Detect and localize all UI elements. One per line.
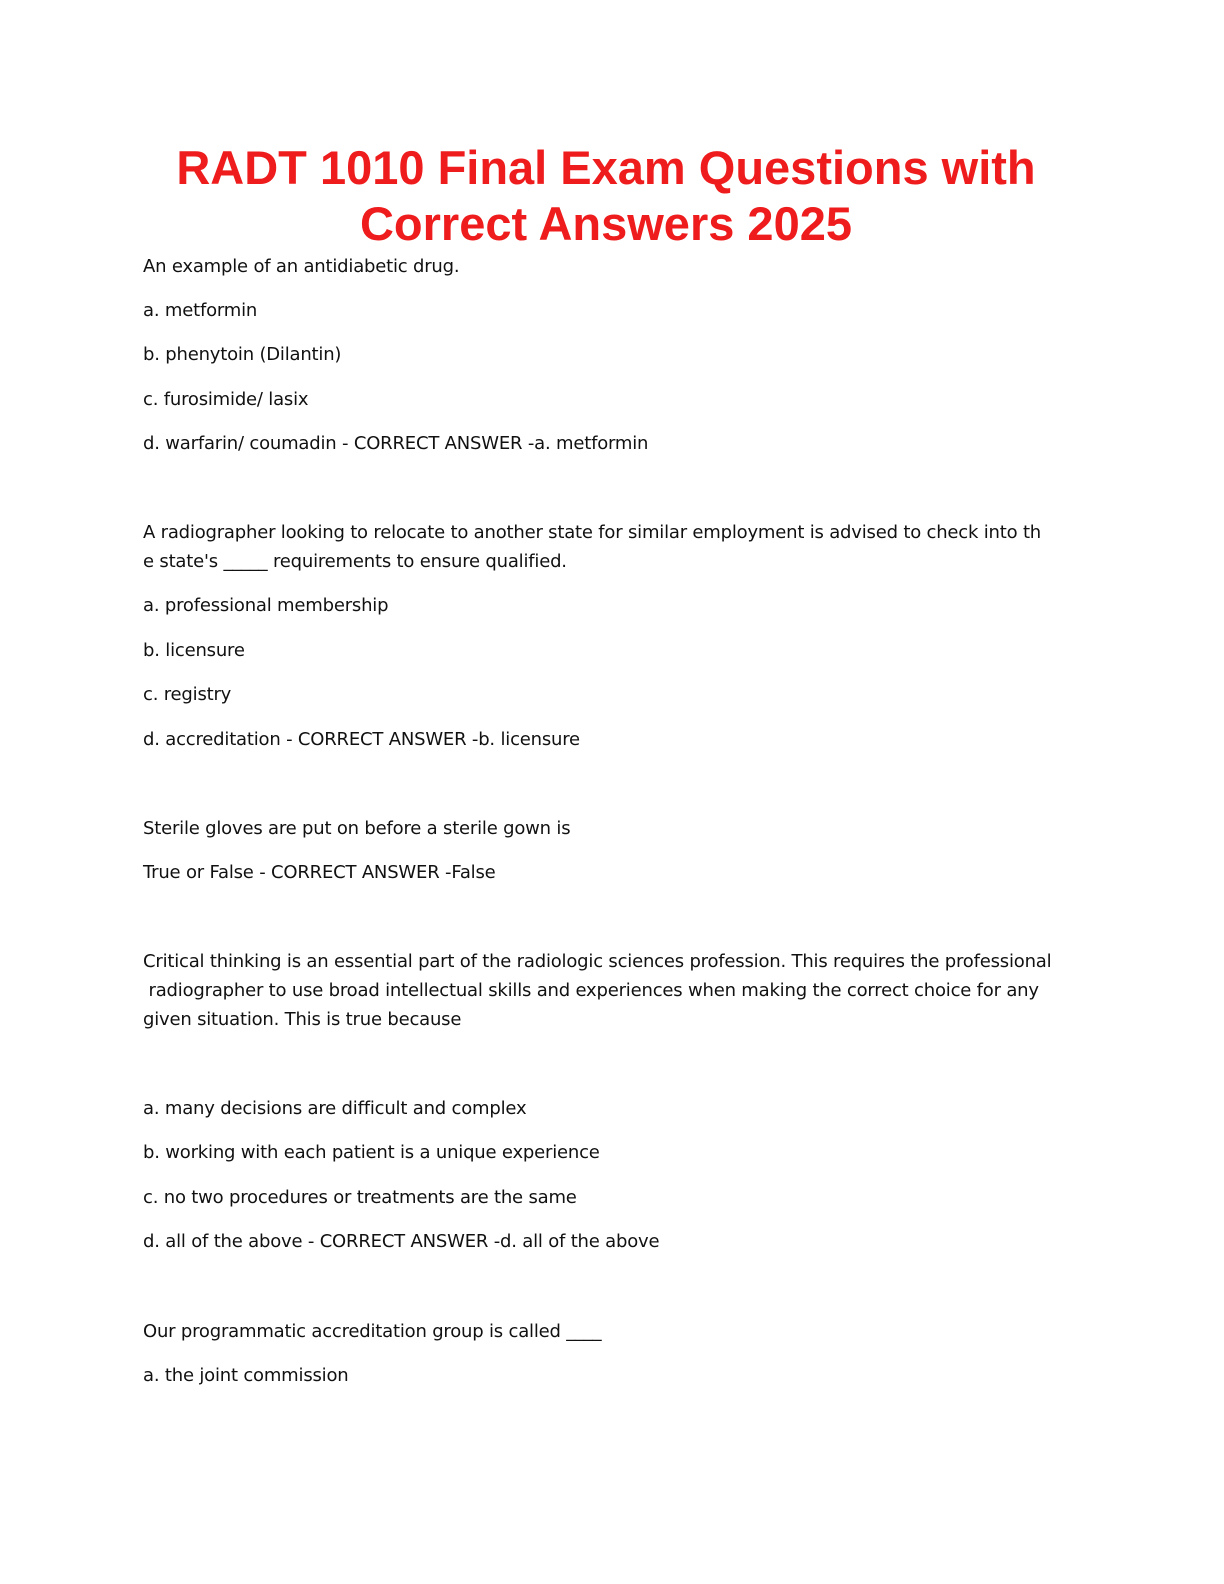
question-4-option-c: c. no two procedures or treatments are the same bbox=[143, 1187, 577, 1208]
question-1-option-b: b. phenytoin (Dilantin) bbox=[143, 344, 342, 365]
title-line-2: Correct Answers 2025 bbox=[359, 197, 852, 250]
question-4-prompt-line-3: given situation. This is true because bbox=[143, 1009, 462, 1030]
question-5-option-a: a. the joint commission bbox=[143, 1365, 349, 1386]
question-3-prompt: Sterile gloves are put on before a sterile gown is bbox=[143, 818, 571, 839]
question-1-option-d-answer: d. warfarin/ coumadin - CORRECT ANSWER -a. metformin bbox=[143, 433, 649, 454]
title-line-1: RADT 1010 Final Exam Questions with bbox=[176, 141, 1036, 194]
question-3-answer: True or False - CORRECT ANSWER -False bbox=[143, 862, 496, 883]
question-2-option-c: c. registry bbox=[143, 684, 232, 705]
question-4-option-b: b. working with each patient is a unique experience bbox=[143, 1142, 600, 1163]
question-4-option-a: a. many decisions are difficult and complex bbox=[143, 1098, 527, 1119]
question-2-prompt-line-2: e state's _____ requirements to ensure qualified. bbox=[143, 551, 567, 572]
question-2-option-d-answer: d. accreditation - CORRECT ANSWER -b. licensure bbox=[143, 729, 580, 750]
question-4-option-d-answer: d. all of the above - CORRECT ANSWER -d. all of the above bbox=[143, 1231, 660, 1252]
question-1-prompt: An example of an antidiabetic drug. bbox=[143, 256, 460, 277]
question-2-option-b: b. licensure bbox=[143, 640, 245, 661]
question-1-option-c: c. furosimide/ lasix bbox=[143, 389, 309, 410]
question-2-prompt-line-1: A radiographer looking to relocate to another state for similar employment is advised to check into th bbox=[143, 522, 1042, 543]
question-5-prompt: Our programmatic accreditation group is called ____ bbox=[143, 1321, 602, 1342]
question-4-prompt-line-1: Critical thinking is an essential part of the radiologic sciences profession. This requires the professional bbox=[143, 951, 1052, 972]
question-4-prompt-line-2: radiographer to use broad intellectual skills and experiences when making the correct choice for any bbox=[143, 980, 1039, 1001]
document-title bbox=[100, 140, 1112, 252]
question-1-option-a: a. metformin bbox=[143, 300, 258, 321]
question-2-option-a: a. professional membership bbox=[143, 595, 389, 616]
